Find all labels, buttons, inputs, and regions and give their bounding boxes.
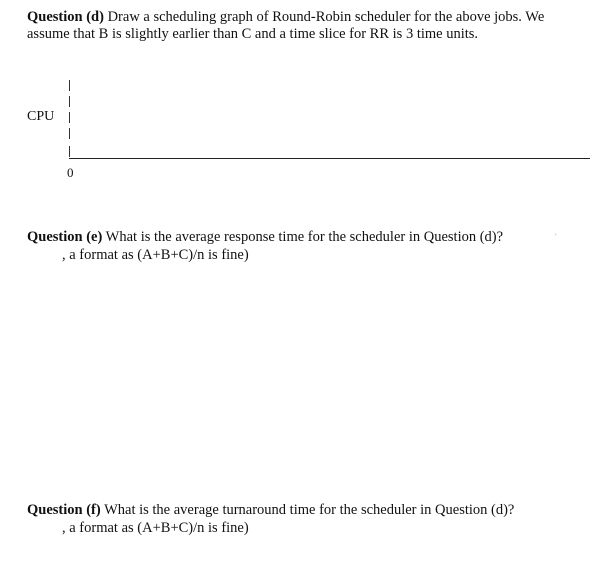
question-f [27, 502, 602, 519]
question-e-label: Question (e) [27, 229, 103, 245]
question-d [27, 9, 602, 43]
axis-tick [69, 112, 70, 123]
axis-zero-label: 0 [67, 165, 74, 180]
question-e-text: What is the average response time for the scheduler in Question (d)? [102, 229, 504, 245]
question-e [27, 229, 602, 246]
question-e-note: , a format as (A+B+C)/n is fine) [62, 247, 249, 263]
question-f-note: , a format as (A+B+C)/n is fine) [62, 520, 249, 536]
question-d-text-line2: assume that B is slightly earlier than C and a time slice for RR is 3 time units. [27, 26, 479, 42]
question-f-text: What is the average turnaround time for the scheduler in Question (d)? [100, 502, 515, 518]
question-d-label: Question (d) [27, 9, 104, 25]
question-f-label: Question (f) [27, 502, 101, 518]
axis-tick [69, 80, 70, 91]
cpu-label: CPU [27, 109, 55, 124]
timeline-baseline [69, 158, 590, 159]
axis-tick [69, 146, 70, 157]
axis-tick [69, 128, 70, 139]
axis-tick [69, 96, 70, 107]
question-d-text-line1: Draw a scheduling graph of Round-Robin scheduler for the above jobs. We [103, 9, 545, 25]
stray-mark: ' [555, 232, 557, 242]
